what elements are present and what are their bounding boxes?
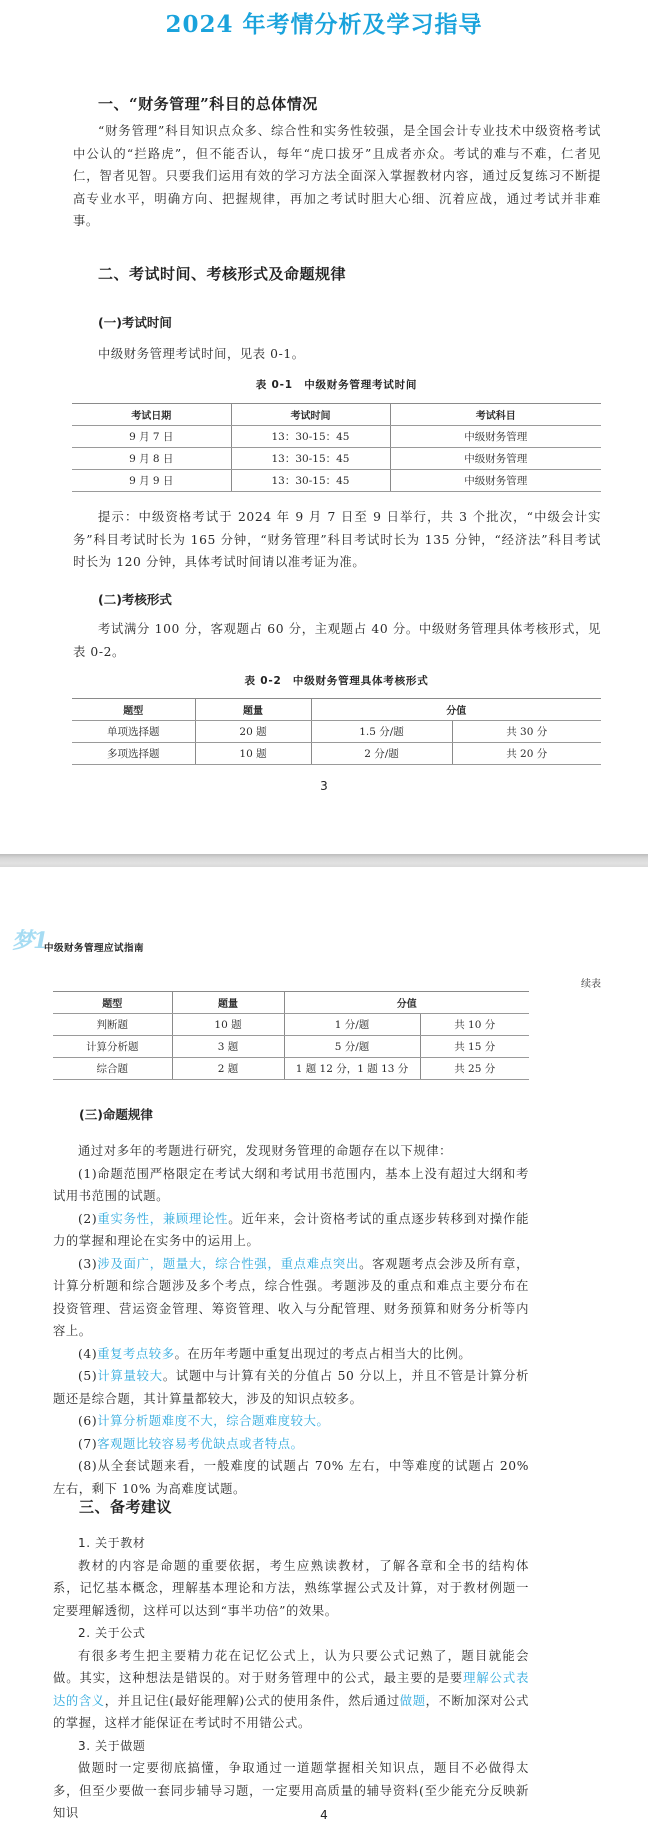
rule-item [53,1208,529,1253]
table-row [72,721,601,743]
col-header-score: 分值 [284,992,529,1014]
advice-formula-paragraph [53,1645,529,1735]
rule-item [53,1343,529,1366]
cell-type: 计算分析题 [53,1036,172,1058]
cell-type: 判断题 [53,1014,172,1036]
table-row [72,470,601,492]
formula-text-b: ，并且记住(最好能理解)公式的使用条件，然后通过 [104,1693,400,1708]
cell-time: 13：30-15：45 [231,448,390,470]
exam-format-table-continued [53,991,529,1080]
cell-date: 9 月 8 日 [72,448,231,470]
table-header-row [72,404,601,426]
rule-highlight: 重实务性，兼顾理论性 [97,1211,229,1226]
running-header-title: 中级财务管理应试指南 [44,943,145,954]
cell-date: 9 月 7 日 [72,426,231,448]
rule-text: 。近年来，会计资格考试的重点逐步转移到对操作能力的掌握和理论在实务中的运用上。 [53,1211,529,1248]
subsection-exam-format-heading: (二)考核形式 [98,592,172,607]
cell-type: 多项选择题 [72,743,195,765]
running-header-logo: 梦1 [12,928,48,954]
table-row [72,448,601,470]
col-header-time: 考试时间 [231,404,390,426]
col-header-date: 考试日期 [72,404,231,426]
question-patterns-intro: 通过对多年的考题进行研究，发现财务管理的命题存在以下规律： [78,1144,453,1158]
subsection-question-patterns-heading: (三)命题规律 [79,1107,153,1122]
rule-item [53,1163,529,1208]
rule-number: (6) [78,1414,98,1428]
rule-highlight: 计算量较大 [97,1369,163,1383]
section-2-heading: 二、考试时间、考核形式及命题规律 [98,265,347,283]
rule-number: (2) [78,1211,98,1226]
cell-time: 13：30-15：45 [231,426,390,448]
rule-highlight: 涉及面广，题量大，综合性强，重点难点突出 [97,1256,360,1271]
rule-number: (8) [78,1459,98,1473]
formula-text-c: ，不断加深对公式的掌握，这样才能保证在考试时不用错公式。 [53,1693,529,1730]
cell-count: 20 题 [195,721,311,743]
cell-total: 共 10 分 [420,1014,529,1036]
rule-highlight: 重复考点较多 [97,1346,175,1361]
table-row [53,1036,529,1058]
exam-format-intro: 考试满分 100 分，客观题占 60 分，主观题占 40 分。中级财务管理具体考核形式，见表 0-2。 [73,622,601,659]
page-number: 4 [320,1808,328,1822]
table-0-1-caption: 表 0-1 中级财务管理考试时间 [255,379,418,391]
rule-item [53,1365,529,1410]
rule-item [53,1433,529,1456]
question-patterns-list [53,1140,529,1500]
cell-type: 单项选择题 [72,721,195,743]
cell-per-question: 1 题 12 分，1 题 13 分 [284,1058,420,1080]
rule-highlight: 计算分析题难度不大，综合题难度较大。 [97,1414,330,1428]
continued-table-label: 续表 [581,979,601,990]
formula-highlight-b: 做题 [399,1693,426,1708]
rule-item [53,1455,529,1500]
rule-number: (5) [78,1369,98,1383]
col-header-count: 题量 [172,992,284,1014]
rule-text: 。试题中与计算有关的分值占 50 分以上，并且不管是计算分析题还是综合题，其计算量都较大，涉及的知识点较多。 [53,1369,529,1406]
cell-type: 综合题 [53,1058,172,1080]
cell-total: 共 15 分 [420,1036,529,1058]
document-title: 2024 年考情分析及学习指导 [165,11,483,38]
rule-number: (7) [78,1436,98,1451]
section-1-paragraph: “财务管理”科目知识点众多、综合性和实务性较强，是全国会计专业技术中级资格考试中公认的“拦路虎”，但不能否认，每年“虎口拔牙”且成者亦众。考试的难与不难，仁者见仁，智者见智。只要我们运用有效的学习方法全面深入掌握教材内容，通过反复练习不断提高专业水平，明确方向、把握规律，再加之考试时胆大心细、沉着应战，通过考试并非难事。 [73,124,601,228]
table-0-2-caption: 表 0-2 中级财务管理具体考核形式 [244,675,429,687]
rule-text: 从全套试题来看，一般难度的试题占 70% 左右，中等难度的试题占 20% 左右，剩下 10% 为高难度试题。 [53,1459,529,1496]
cell-count: 2 题 [172,1058,284,1080]
cell-count: 3 题 [172,1036,284,1058]
cell-per-question: 1.5 分/题 [311,721,452,743]
rule-number: (1) [78,1166,98,1181]
table-row [72,743,601,765]
subsection-exam-time-heading: (一)考试时间 [98,315,172,330]
cell-per-question: 2 分/题 [311,743,452,765]
advice-textbook-heading: 1. 关于教材 [78,1536,146,1550]
advice-practice-paragraph: 做题时一定要彻底搞懂，争取通过一道题掌握相关知识点，题目不必做得太多，但至少要做一套同步辅导习题，一定要用高质量的辅导资料(至少能充分反映新知识 [53,1761,529,1820]
cell-total: 共 20 分 [452,743,601,765]
table-header-row [72,699,601,721]
col-header-subject: 考试科目 [390,404,601,426]
page-number: 3 [320,779,328,793]
rule-item [53,1253,529,1343]
section-3-heading: 三、备考建议 [79,1498,173,1516]
table-row [53,1058,529,1080]
cell-total: 共 25 分 [420,1058,529,1080]
cell-date: 9 月 9 日 [72,470,231,492]
cell-subject: 中级财务管理 [390,426,601,448]
page-3 [0,0,648,854]
rule-text: 。客观题考点会涉及所有章，计算分析题和综合题涉及多个考点，综合性强。考题涉及的重点和难点主要分布在投资管理、营运资金管理、筹资管理、收入与分配管理、财务预算和财务分析等内容上。 [53,1256,529,1338]
advice-textbook-paragraph: 教材的内容是命题的重要依据，考生应熟读教材，了解各章和全书的结构体系，记忆基本概念，理解基本理论和方法，熟练掌握公式及计算，对于教材例题一定要理解透彻，这样可以达到“事半功倍”的效果。 [53,1558,529,1618]
col-header-type: 题型 [53,992,172,1014]
formula-text-a: 有很多考生把主要精力花在记忆公式上，认为只要公式记熟了，题目就能会做。其实，这种想法是错误的。对于财务管理中的公式，最主要的是要 [53,1648,529,1685]
rule-item [53,1410,529,1433]
cell-per-question: 1 分/题 [284,1014,420,1036]
section-1-heading: 一、“财务管理”科目的总体情况 [98,95,318,113]
rule-number: (4) [78,1346,98,1361]
exam-format-table [72,698,601,765]
rule-highlight: 客观题比较容易考优缺点或者特点。 [97,1436,304,1451]
table-header-row [53,992,529,1014]
advice-formula-heading: 2. 关于公式 [78,1626,146,1640]
study-advice [53,1532,529,1825]
col-header-type: 题型 [72,699,195,721]
exam-time-table [72,403,601,492]
cell-time: 13：30-15：45 [231,470,390,492]
table-row [72,426,601,448]
page-divider [0,854,648,867]
advice-practice-heading: 3. 关于做题 [78,1738,146,1753]
rule-text: 。在历年考题中重复出现过的考点占相当大的比例。 [174,1346,472,1361]
col-header-score: 分值 [311,699,601,721]
table-row [53,1014,529,1036]
cell-count: 10 题 [195,743,311,765]
exam-time-intro: 中级财务管理考试时间，见表 0-1。 [98,347,305,361]
cell-subject: 中级财务管理 [390,448,601,470]
cell-total: 共 30 分 [452,721,601,743]
exam-time-note: 提示：中级资格考试于 2024 年 9 月 7 日至 9 日举行，共 3 个批次，“中级会计实务”科目考试时长为 165 分钟，“财务管理”科目考试时长为 135 分钟，“经济法”科目考试时长为 120 分钟，具体考试时间请以准考证为准。 [73,510,601,569]
cell-per-question: 5 分/题 [284,1036,420,1058]
rule-number: (3) [78,1256,98,1271]
formula-highlight-a: 理解公式表达的含义 [53,1671,529,1708]
col-header-count: 题量 [195,699,311,721]
cell-count: 10 题 [172,1014,284,1036]
cell-subject: 中级财务管理 [390,470,601,492]
rule-text: 命题范围严格限定在考试大纲和考试用书范围内，基本上没有超过大纲和考试用书范围的试题。 [53,1166,529,1203]
